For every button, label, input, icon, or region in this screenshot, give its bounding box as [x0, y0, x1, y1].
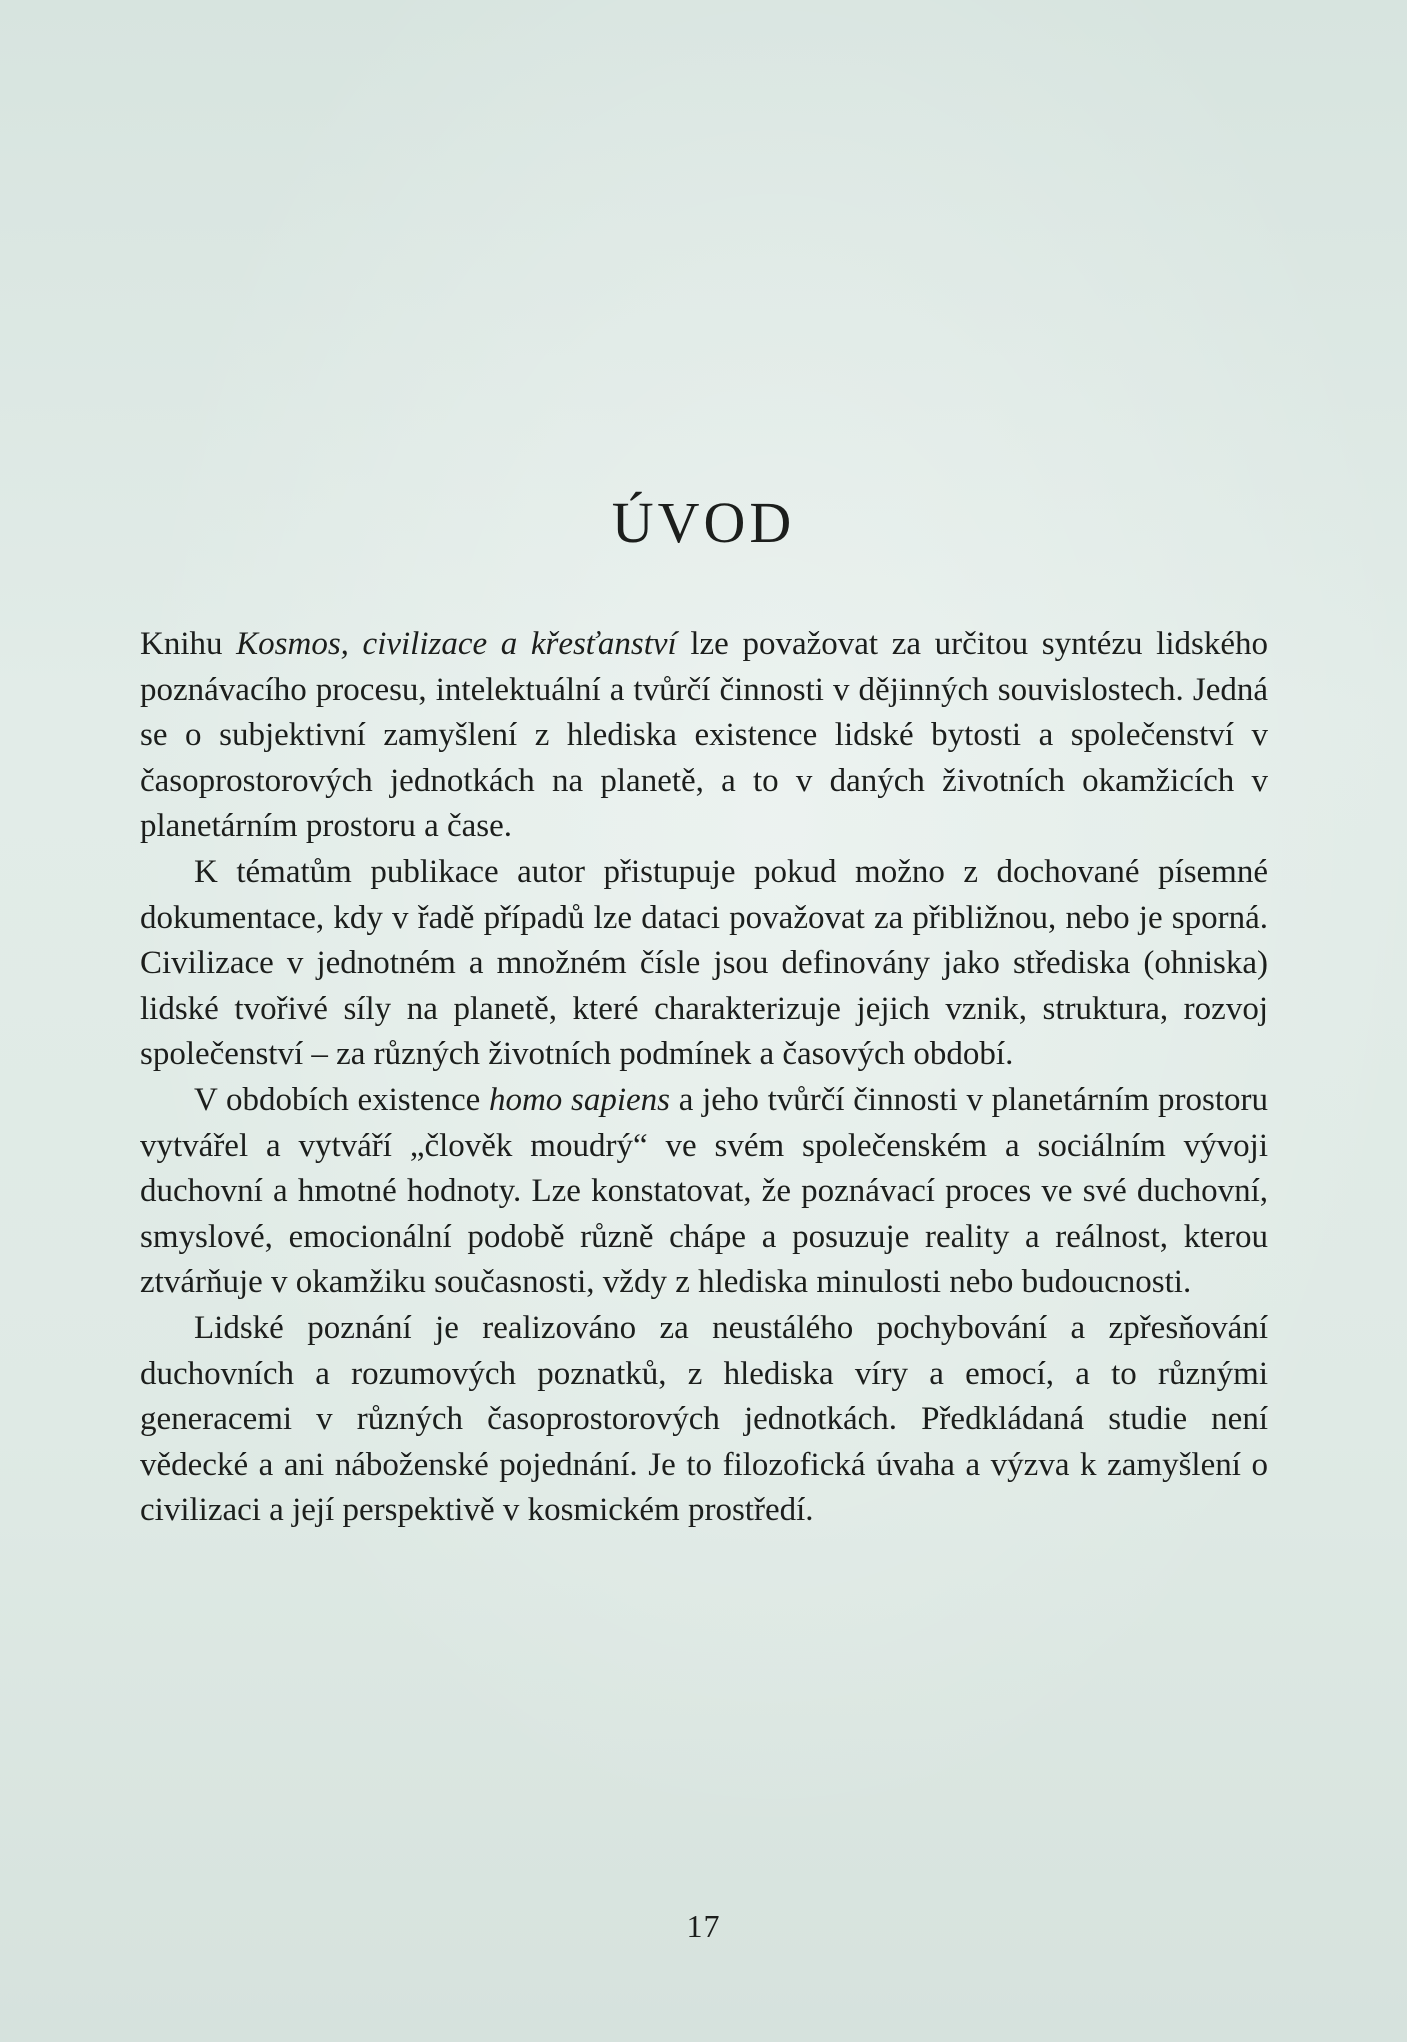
- paragraph-2: K tématům publikace autor přistupuje pokud možno z dochované písemné dokumentace, kdy v řadě případů lze dataci považovat za přibližnou, nebo je sporná. Civilizace v jednotném a množném čísle jsou definovány jako střediska (ohniska) lidské tvořivé síly na planetě, které charakterizuje jejich vznik, struktura, rozvoj společenství – za různých životních podmínek a časových období.: [140, 853, 1268, 1073]
- body-text: [140, 622, 1268, 1534]
- chapter-title: ÚVOD: [611, 490, 796, 555]
- homo-sapiens-italic: homo sapiens: [488, 1081, 670, 1118]
- paragraph-3-rest: a jeho tvůrčí činnosti v planetárním prostoru vytvářel a vytváří „člověk moudrý“ ve svém společenském a sociálním vývoji duchovní a hmotné hodnoty. Lze konstatovat, že poznávací proces ve své duchovní, smyslové, emocionální podobě různě chápe a posuzuje reality a reálnost, kterou ztvárňuje v okamžiku současnosti, vždy z hlediska minulosti nebo budoucnosti.: [140, 1081, 1268, 1301]
- paragraph-3: [140, 1078, 1268, 1306]
- page-number: 17: [686, 1908, 721, 1944]
- paragraph-1-lead: Knihu: [140, 626, 237, 662]
- paragraph-4: Lidské poznání je realizováno za neustálého pochybování a zpřesňování duchovních a rozumových poznatků, z hlediska víry a emocí, a to různými generacemi v různých časoprostorových jednotkách. Předkládaná studie není vědecké a ani náboženské pojednání. Je to filozofická úvaha a výzva k zamyšlení o civilizaci a její perspektivě v kosmickém prostředí.: [140, 1309, 1268, 1529]
- paragraph-1-rest: lze považovat za určitou syntézu lidského poznávacího procesu, intelektuální a tvůrčí činnosti v dějinných souvislostech. Jedná se o subjektivní zamyšlení z hlediska existence lidské bytosti a společenství v časoprostorových jednotkách na planetě, a to v daných životních okamžicích v planetárním prostoru a čase.: [140, 626, 1268, 845]
- paragraph-3-lead: V obdobích existence: [194, 1081, 489, 1118]
- book-title-italic: Kosmos, civilizace a křesťanství: [236, 626, 677, 662]
- paragraph-1: [140, 622, 1268, 850]
